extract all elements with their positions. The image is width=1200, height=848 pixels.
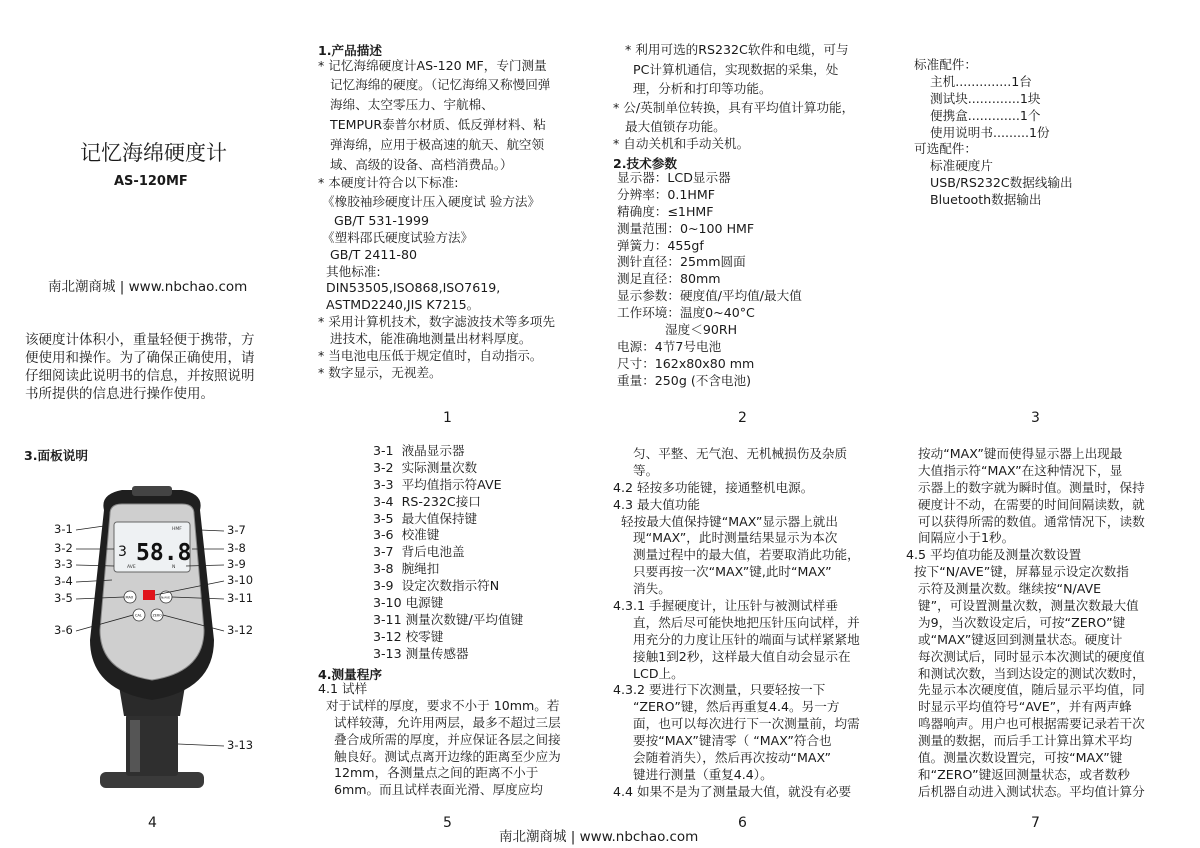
intro-line: 书所提供的信息进行操作使用。: [25, 386, 214, 402]
text-line: 可以获得所需的数值。通常情况下，读数: [906, 513, 1145, 529]
text-line: 会随着消失），然后再次按动“MAX”: [613, 750, 832, 766]
text-line: 和测试次数，当到达设定的测试次数时，: [906, 665, 1145, 681]
accessories-list: [914, 57, 1073, 209]
shop-link-top[interactable]: 南北潮商城 | www.nbchao.com: [48, 279, 248, 295]
text-line: 4.2 轻按多功能键，接通整机电源。: [613, 479, 814, 495]
text-line: 其他标准:: [318, 263, 381, 279]
text-line: * 记忆海绵硬度计AS-120 MF，专门测量: [318, 58, 547, 73]
intro-line: 便使用和操作。为了确保正确使用，请: [25, 350, 255, 366]
callout-label: 3-6: [54, 623, 73, 637]
legend-item: 3-10 电源键: [373, 595, 444, 611]
text-line: * 本硬度计符合以下标准:: [318, 174, 459, 190]
legend-item: 3-7 背后电池盖: [373, 544, 465, 560]
text-line: 最大值锁存功能。: [613, 119, 726, 134]
text-line: 触良好。测试点离开边缘的距离至少应为: [318, 748, 561, 764]
spec-line: 精确度：≤1HMF: [613, 203, 714, 219]
text-line: 消失。: [613, 581, 671, 597]
callout-label: 3-2: [54, 541, 73, 555]
lcd-reading: 58.8: [136, 540, 192, 566]
text-line: 12mm，各测量点之间的距离不小于: [318, 765, 539, 781]
lcd-unit: HMF: [172, 527, 182, 532]
text-line: 鸣器响声。用户也可根据需要记录若干次: [906, 716, 1145, 732]
spec-line: 工作环境：温度0~40°C: [613, 305, 755, 321]
intro-line: 该硬度计体积小，重量轻便于携带，方: [25, 332, 255, 348]
spec-line: 尺寸：162x80x80 mm: [613, 355, 755, 371]
text-line: ASTMD2240,JIS K7215。: [318, 297, 480, 313]
callout-label: 3-9: [227, 557, 246, 571]
text-line: 《塑料邵氏硬度试验方法》: [318, 229, 474, 245]
page-number: 6: [738, 815, 747, 831]
text-line: 4.3.2 要进行下次测量，只要轻按一下: [613, 682, 826, 698]
text-line: 键进行测量（重复4.4）。: [613, 766, 773, 782]
text-line: PC计算机通信，实现数据的采集，处: [613, 62, 839, 77]
text-line: 时显示平均值符号“AVE”，并有两声蜂: [906, 699, 1132, 715]
text-line: DIN53505,ISO868,ISO7619,: [318, 280, 501, 296]
text-line: 测试块.............1块: [914, 90, 1041, 106]
legend-item: 3-9 设定次数指示符N: [373, 578, 500, 594]
legend-item: 3-13 测量传感器: [373, 645, 469, 661]
text-line: 先显示本次硬度值，随后显示平均值，同: [906, 682, 1145, 698]
features-continued: [613, 40, 854, 153]
callout-label: 3-5: [54, 591, 73, 605]
intro-line: 仔细阅读此说明书的信息，并按照说明: [25, 368, 255, 384]
callout-label: 3-3: [54, 557, 73, 571]
legend-item: 3-4 RS-232C接口: [373, 493, 481, 509]
text-line: 4.1 试样: [318, 681, 368, 696]
procedure-text: [318, 681, 561, 799]
text-line: 间隔应小于1秒。: [906, 530, 1015, 546]
text-line: * 公/英制单位转换，具有平均值计算功能，: [613, 100, 855, 115]
text-line: 硬度计不动，在需要的时间间隔读数，就: [906, 496, 1145, 512]
spec-line: 湿度＜90RH: [613, 322, 738, 338]
lcd-n: N: [172, 565, 176, 570]
text-line: 键”，可设置测量次数，测量次数最大值: [906, 598, 1139, 614]
cal-button-label: CAL: [135, 613, 142, 618]
product-model: AS-120MF: [114, 174, 188, 189]
text-line: 用充分的力度让压针的端面与试样紧紧地: [613, 631, 860, 647]
text-line: 每次测试后，同时显示本次测试的硬度值: [906, 648, 1145, 664]
section-3-heading: 3.面板说明: [24, 448, 88, 463]
callout-label: 3-7: [227, 523, 246, 537]
legend-item: 3-11 测量次数键/平均值键: [373, 611, 524, 627]
product-title: 记忆海绵硬度计: [80, 141, 227, 165]
legend-item: 3-6 校准键: [373, 527, 440, 543]
text-line: Bluetooth数据输出: [914, 192, 1042, 208]
product-description: [318, 58, 555, 382]
text-line: 轻按最大值保持键“MAX”显示器上就出: [613, 513, 838, 529]
footer-shop-link[interactable]: 南北潮商城 | www.nbchao.com: [499, 829, 699, 845]
page-number: 3: [1031, 410, 1040, 426]
text-line: 标准硬度片: [914, 158, 993, 174]
text-line: 为9，当次数设定后，可按“ZERO”键: [906, 614, 1126, 630]
text-line: 测量的数据，而后手工计算出算术平均: [906, 733, 1133, 749]
text-line: 4.3 最大值功能: [613, 496, 701, 512]
text-line: 6mm。而且试样表面光滑、厚度应均: [318, 782, 543, 798]
legend-item: 3-5 最大值保持键: [373, 510, 478, 526]
text-line: 进技术，能准确地测量出材料厚度。: [318, 331, 532, 347]
spec-line: 测量范围：0~100 HMF: [613, 220, 755, 236]
text-line: 示器上的数字就为瞬时值。测量时，保持: [906, 479, 1145, 495]
spec-line: 重量：250g (不含电池): [613, 372, 752, 388]
power-button[interactable]: [143, 590, 155, 600]
text-line: 直，然后尽可能快地把压针压向试样，并: [613, 614, 860, 630]
text-line: 使用说明书.........1份: [914, 124, 1050, 140]
text-line: 标准配件：: [914, 57, 977, 72]
text-line: 弹海绵，应用于极高速的航天、航空领: [318, 136, 545, 152]
spec-line: 测针直径：25mm圆面: [613, 254, 746, 270]
text-line: GB/T 531-1999: [318, 212, 429, 228]
text-line: 等。: [613, 462, 659, 478]
text-line: 对于试样的厚度，要求不小于 10mm。若: [318, 697, 560, 713]
text-line: 海绵、太空零压力、宇航棉、: [318, 96, 494, 112]
average-function-text: [906, 446, 1145, 801]
text-line: 可选配件：: [914, 141, 977, 157]
text-line: 域、高级的设备、高档消费品。）: [318, 156, 513, 172]
max-button-label: MAX: [125, 595, 134, 600]
callout-label: 3-11: [227, 591, 254, 605]
text-line: 叠合成所需的厚度，并应保证各层之间接: [318, 731, 561, 747]
lcd-count: 3: [118, 544, 127, 560]
zero-button-label: ZERO: [152, 613, 162, 618]
section-1-heading: 1.产品描述: [318, 43, 382, 58]
text-line: * 自动关机和手动关机。: [613, 136, 750, 151]
text-line: 按动“MAX”键而使得显示器上出现最: [906, 446, 1123, 461]
text-line: 主机..............1台: [914, 73, 1032, 89]
page-number: 5: [443, 815, 452, 831]
text-line: 面，也可以每次进行下一次测量前，均需: [613, 716, 860, 732]
text-line: 示符及测量次数。继续按“N/AVE: [906, 581, 1102, 597]
section-4-heading: 4.测量程序: [318, 667, 382, 682]
text-line: * 利用可选的RS232C软件和电缆，可与: [613, 42, 849, 57]
legend-item: 3-8 腕绳扣: [373, 561, 440, 577]
nave-button-label: N/AVE: [161, 595, 171, 600]
text-line: 4.3.1 手握硬度计，让压针与被测试样垂: [613, 598, 838, 614]
page-number: 4: [148, 815, 157, 831]
text-line: “ZERO”键，然后再重复4.4。另一方: [613, 699, 840, 715]
lcd-ave: AVE: [127, 565, 136, 570]
spec-line: 弹簧力：455gf: [613, 237, 704, 253]
legend-item: 3-1 液晶显示器: [373, 443, 465, 458]
panel-legend: [373, 443, 523, 663]
text-line: * 采用计算机技术，数字滤波技术等多项先: [318, 314, 555, 330]
text-line: 现“MAX”，此时测量结果显示为本次: [613, 530, 838, 546]
text-line: 4.5 平均值功能及测量次数设置: [906, 547, 1082, 563]
text-line: 理，分析和打印等功能。: [613, 81, 772, 96]
legend-item: 3-2 实际测量次数: [373, 459, 478, 475]
text-line: * 数字显示，无视差。: [318, 364, 442, 380]
tech-specs: [613, 170, 802, 390]
legend-item: 3-3 平均值指示符AVE: [373, 476, 502, 492]
procedure-continued: [613, 446, 860, 801]
text-line: 试样较薄，允许用两层，最多不超过三层: [318, 714, 561, 730]
spec-line: 分辨率：0.1HMF: [613, 186, 715, 202]
text-line: 和“ZERO”键返回测量状态，或者数秒: [906, 766, 1130, 782]
text-line: 后机器自动进入测试状态。平均值计算分: [906, 783, 1145, 799]
text-line: 4.4 如果不是为了测量最大值，就没有必要: [613, 783, 852, 799]
callout-label: 3-1: [54, 522, 73, 536]
text-line: 接触1到2秒，这样最大值自动会显示在: [613, 648, 851, 664]
callout-label: 3-8: [227, 541, 246, 555]
text-line: 测量过程中的最大值，若要取消此功能，: [613, 547, 860, 563]
text-line: USB/RS232C数据线输出: [914, 175, 1073, 191]
page-number: 2: [738, 410, 747, 426]
text-line: TEMPUR泰普尔材质、低反弹材料、粘: [318, 116, 546, 132]
callout-label: 3-13: [227, 738, 254, 752]
text-line: 便携盒.............1个: [914, 107, 1041, 123]
device-diagram: [0, 470, 300, 800]
text-line: 要按“MAX”键清零（ “MAX”符合也: [613, 733, 832, 749]
text-line: 只要再按一次“MAX”键,此时“MAX”: [613, 564, 832, 580]
text-line: LCD上。: [613, 665, 684, 681]
callout-label: 3-12: [227, 623, 254, 637]
spec-line: 显示参数：硬度值/平均值/最大值: [613, 288, 802, 304]
callout-label: 3-4: [54, 574, 73, 588]
text-line: 匀、平整、无气泡、无机械损伤及杂质: [613, 446, 848, 461]
spec-line: 测足直径：80mm: [613, 271, 721, 287]
text-line: * 当电池电压低于规定值时，自动指示。: [318, 348, 543, 364]
text-line: 记忆海绵的硬度。（记忆海绵又称慢回弹: [318, 76, 551, 92]
spec-line: 显示器：LCD显示器: [613, 170, 731, 185]
spec-line: 电源：4节7号电池: [613, 338, 722, 354]
legend-item: 3-12 校零键: [373, 628, 444, 644]
text-line: 或“MAX”键返回到测量状态。硬度计: [906, 631, 1123, 647]
text-line: 值。测量次数设置完，可按“MAX”键: [906, 750, 1123, 766]
page-number: 7: [1031, 815, 1040, 831]
section-2-heading: 2.技术参数: [613, 156, 677, 171]
text-line: 按下“N/AVE”键，屏幕显示设定次数指: [906, 564, 1129, 580]
callout-label: 3-10: [227, 573, 254, 587]
page-number: 1: [443, 410, 452, 426]
intro-paragraph: [25, 331, 255, 403]
text-line: GB/T 2411-80: [318, 246, 417, 262]
text-line: 《橡胶袖珍硬度计压入硬度试 验方法》: [318, 193, 541, 209]
text-line: 大值指示符“MAX”在这种情况下，显: [906, 462, 1123, 478]
